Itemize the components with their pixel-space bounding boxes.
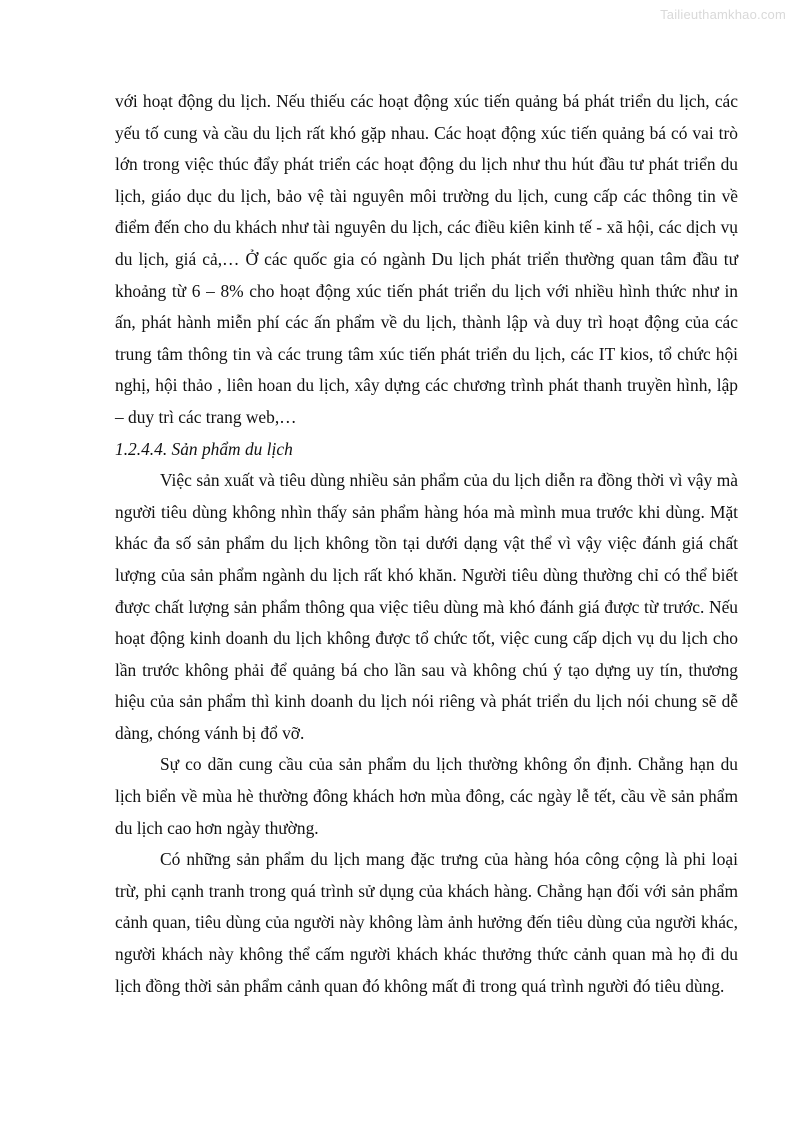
section-heading-tourism-product: 1.2.4.4. Sản phẩm du lịch [115, 438, 293, 459]
paragraph-public-goods: Có những sản phẩm du lịch mang đặc trưng của hàng hóa công cộng là phi loại trừ, phi cạnh tranh trong quá trình sử dụng của khách hàng. Chẳng hạn đối với sản phẩm cảnh quan, tiêu dùng của người này không làm ảnh hưởng đến tiêu dùng của người khác, người khách này không thể cấm người khách khác thưởng thức cảnh quan mà họ đi du lịch đồng thời sản phẩm cảnh quan đó không mất đi trong quá trình người đó tiêu dùng. [115, 849, 738, 996]
document-body [115, 86, 738, 1002]
paragraph-production-consumption: Việc sản xuất và tiêu dùng nhiều sản phẩm của du lịch diễn ra đồng thời vì vậy mà người tiêu dùng không nhìn thấy sản phẩm hàng hóa mà mình mua trước khi dùng. Mặt khác đa số sản phẩm du lịch không tồn tại dưới dạng vật thể vì vậy việc đánh giá chất lượng của sản phẩm ngành du lịch rất khó khăn. Người tiêu dùng thường chỉ có thể biết được chất lượng sản phẩm thông qua việc tiêu dùng mà khó đánh giá được từ trước. Nếu hoạt động kinh doanh du lịch không được tổ chức tốt, việc cung cấp dịch vụ du lịch cho lần trước không phải để quảng bá cho lần sau và không chú ý tạo dựng uy tín, thương hiệu của sản phẩm thì kinh doanh du lịch nói riêng và phát triển du lịch nói chung sẽ dễ dàng, chóng vánh bị đổ vỡ. [115, 470, 738, 743]
paragraph-promotion-continued: với hoạt động du lịch. Nếu thiếu các hoạt động xúc tiến quảng bá phát triển du lịch, các yếu tố cung và cầu du lịch rất khó gặp nhau. Các hoạt động xúc tiến quảng bá có vai trò lớn trong việc thúc đẩy phát triển các hoạt động du lịch như thu hút đầu tư phát triển du lịch, giáo dục du lịch, bảo vệ tài nguyên môi trường du lịch, cung cấp các thông tin về điểm đến cho du khách như tài nguyên du lịch, các điều kiên kinh tế - xã hội, các dịch vụ du lịch, giá cả,… Ở các quốc gia có ngành Du lịch phát triển thường quan tâm đầu tư khoảng từ 6 – 8% cho hoạt động xúc tiến phát triển du lịch với nhiều hình thức như in ấn, phát hành miễn phí các ấn phẩm về du lịch, thành lập và duy trì hoạt động của các trung tâm thông tin và các trung tâm xúc tiến phát triển du lịch, các IT kios, tổ chức hội nghị, hội thảo , liên hoan du lịch, xây dựng các chương trình phát thanh truyền hình, lập – duy trì các trang web,… [115, 91, 738, 427]
paragraph-supply-demand-elasticity: Sự co dãn cung cầu của sản phẩm du lịch thường không ổn định. Chẳng hạn du lịch biển về mùa hè thường đông khách hơn mùa đông, các ngày lễ tết, cầu về sản phẩm du lịch cao hơn ngày thường. [115, 754, 738, 838]
watermark-text: Tailieuthamkhao.com [660, 7, 786, 22]
